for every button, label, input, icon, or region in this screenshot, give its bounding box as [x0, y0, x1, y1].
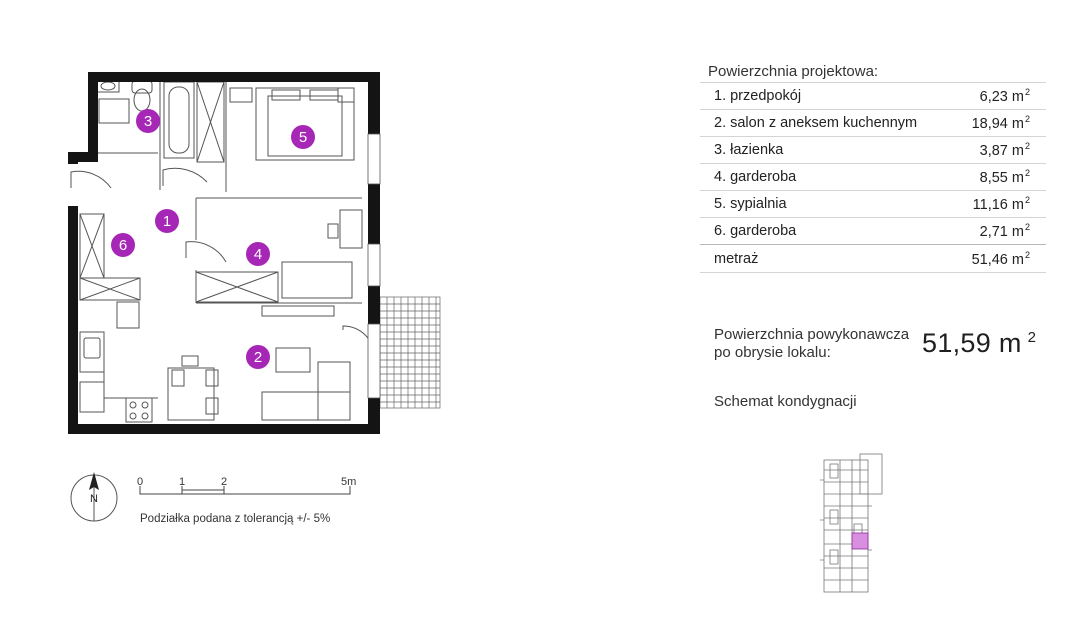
room-label: 1. przedpokój [700, 83, 958, 110]
room-row [700, 83, 1046, 110]
room-label: 2. salon z aneksem kuchennym [700, 110, 958, 137]
post-construction-label [714, 326, 909, 362]
total-row [700, 245, 1046, 273]
unit-exponent: 2 [1027, 329, 1037, 346]
post-construction-line1: Powierzchnia powykonawcza [714, 326, 910, 343]
compass-label: N [90, 493, 98, 505]
room-markers [111, 109, 315, 369]
bed [256, 88, 354, 160]
room-area: 3,87 m [979, 143, 1024, 159]
room-area: 2,71 m [979, 224, 1024, 240]
room-area: 11,16 m [972, 197, 1024, 213]
room-area: 6,23 m [979, 89, 1024, 105]
room-row [700, 137, 1046, 164]
room-marker-number: 5 [298, 129, 308, 146]
room-marker-number: 3 [143, 113, 153, 130]
post-construction-area: 51,59 m [922, 328, 1022, 358]
apartment-highlight [852, 533, 868, 549]
scale-bar [128, 474, 358, 502]
floor-scheme [810, 450, 890, 600]
scale-tick: 0 [137, 476, 144, 488]
post-construction-line2: po obrysie lokalu: [714, 344, 831, 361]
room-area: 8,55 m [979, 170, 1024, 186]
room-row [700, 191, 1046, 218]
dining-table [168, 368, 214, 420]
unit-exponent: 2 [1024, 222, 1030, 232]
rooms-title: Powierzchnia projektowa: [708, 63, 879, 80]
room-row [700, 164, 1046, 191]
scale-tick: 5m [341, 476, 357, 488]
total-label: metraż [700, 245, 958, 273]
sofa [262, 392, 350, 420]
floor-plan [60, 62, 450, 438]
room-marker-number: 1 [162, 213, 172, 230]
schema-title: Schemat kondygnacji [714, 393, 857, 410]
unit-exponent: 2 [1024, 114, 1030, 124]
room-label: 6. garderoba [700, 218, 958, 245]
unit-exponent: 2 [1024, 141, 1030, 151]
room-label: 4. garderoba [700, 164, 958, 191]
rooms-table [700, 82, 1046, 273]
unit-exponent: 2 [1024, 87, 1030, 97]
room-marker-number: 6 [118, 237, 128, 254]
room-row [700, 218, 1046, 245]
total-area: 51,46 m [971, 251, 1024, 268]
scale-tick: 1 [179, 476, 186, 488]
room-marker-number: 2 [253, 349, 263, 366]
unit-exponent: 2 [1024, 195, 1030, 205]
room-label: 5. sypialnia [700, 191, 958, 218]
toilet-tank [132, 81, 152, 93]
scale-note: Podziałka podana z tolerancją +/- 5% [140, 513, 331, 525]
washing-machine [99, 99, 129, 123]
post-construction-value [922, 328, 1036, 359]
unit-exponent: 2 [1024, 168, 1030, 178]
compass-icon [62, 470, 124, 532]
scale-tick: 2 [221, 476, 228, 488]
room-area: 18,94 m [971, 116, 1024, 132]
room-label: 3. łazienka [700, 137, 958, 164]
room-row [700, 110, 1046, 137]
room-marker-number: 4 [253, 246, 263, 263]
unit-exponent: 2 [1024, 249, 1030, 260]
